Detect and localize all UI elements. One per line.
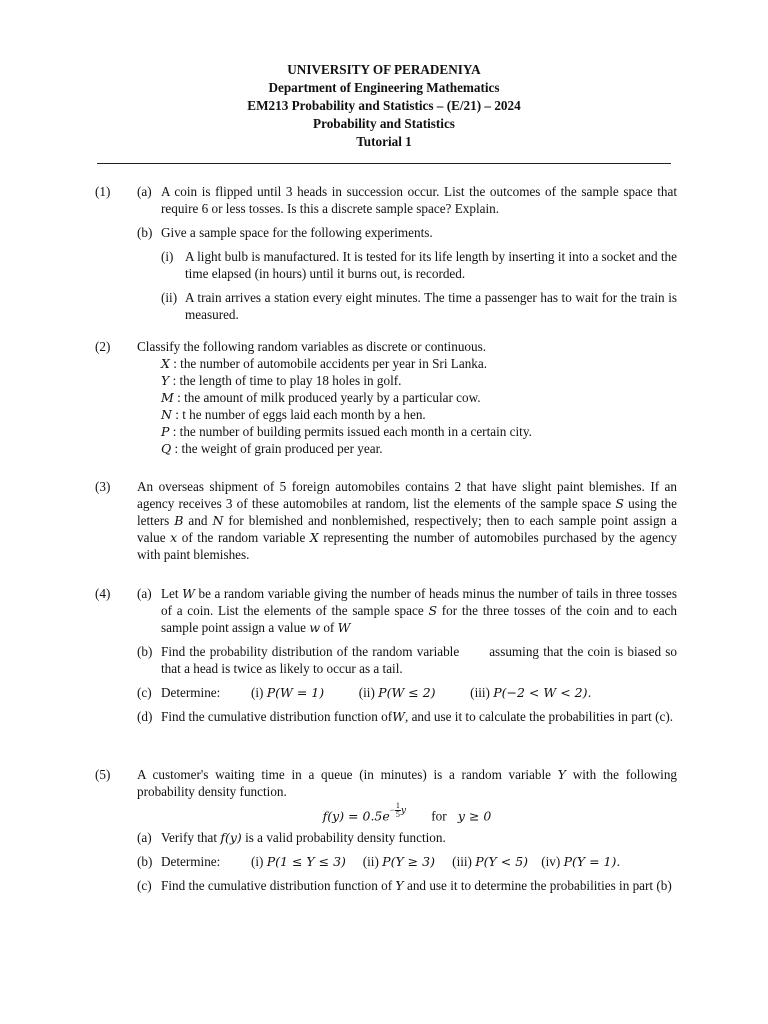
subpart-label: (ii) bbox=[362, 853, 379, 869]
part-text: Find the cumulative distribution function of bbox=[161, 877, 396, 893]
part-lead: Determine: bbox=[161, 853, 221, 869]
part-c bbox=[137, 684, 677, 701]
part-c bbox=[137, 877, 677, 894]
fraction-numerator: 1 bbox=[395, 801, 400, 810]
subpart-label: (iv) bbox=[541, 853, 561, 869]
equation-lhs: f(y) = 0.5e bbox=[322, 808, 390, 824]
part-text: for the three tosses of the coin and to each sample point assign a value bbox=[161, 603, 678, 635]
part-label: (b) bbox=[137, 225, 153, 240]
question-intro: Classify the following random variables as discrete or continuous. bbox=[137, 339, 487, 354]
part-text: Find the probability distribution of the random variable bbox=[161, 644, 460, 659]
variable-symbol: W bbox=[392, 709, 405, 724]
part-a bbox=[137, 585, 677, 636]
variable-symbol: S bbox=[615, 496, 624, 511]
subpart-label: (i) bbox=[161, 249, 174, 264]
variable-symbol: Q bbox=[161, 441, 172, 456]
part-text: Give a sample space for the following experiments. bbox=[161, 225, 433, 240]
part-text: of bbox=[320, 620, 338, 635]
variable-symbol: X bbox=[161, 356, 170, 371]
part-text: is a valid probability density function. bbox=[241, 829, 446, 845]
part-b bbox=[137, 853, 677, 870]
department-name: Department of Engineering Mathematics bbox=[268, 80, 500, 95]
course-title: EM213 Probability and Statistics – (E/21) – 2024 bbox=[247, 98, 521, 113]
function-symbol: f(y) bbox=[220, 829, 242, 845]
probability-expression: P(Y ≥ 3) bbox=[382, 853, 435, 869]
part-label: (b) bbox=[137, 853, 153, 869]
question-text: and bbox=[183, 513, 213, 528]
variable-symbol: N bbox=[212, 513, 224, 528]
probability-expression: P(−2 < W < 2). bbox=[493, 685, 592, 700]
variable-description: : the amount of milk produced yearly by a particular cow. bbox=[173, 390, 481, 405]
part-a bbox=[137, 183, 677, 217]
part-label: (b) bbox=[137, 644, 153, 659]
density-equation bbox=[137, 802, 677, 825]
subpart-i bbox=[137, 248, 677, 282]
variable-description: : the number of building permits issued each month in a certain city. bbox=[169, 424, 532, 439]
variable-description: : the weight of grain produced per year. bbox=[171, 441, 383, 456]
equation-for: for bbox=[431, 808, 447, 824]
probability-expression: P(Y < 5) bbox=[475, 853, 529, 869]
subpart-text: A light bulb is manufactured. It is tested for its life length by inserting it into a socket and the time elapsed (in hours) until it burns out, is recorded. bbox=[185, 249, 677, 281]
part-text: , and use it to calculate the probabilities in part (c). bbox=[404, 709, 674, 724]
variable-symbol: Y bbox=[161, 373, 170, 388]
list-item bbox=[161, 389, 677, 406]
variable-description: : the number of automobile accidents per year in Sri Lanka. bbox=[169, 356, 488, 371]
part-b bbox=[137, 224, 677, 241]
variable-description: : t he number of eggs laid each month by a hen. bbox=[171, 407, 426, 422]
part-text: A coin is flipped until 3 heads in succession occur. List the outcomes of the sample space that require 6 or less tosses. Is this a discrete sample space? Explain. bbox=[161, 184, 677, 216]
question-number: (4) bbox=[95, 586, 111, 601]
tutorial-title: Tutorial 1 bbox=[356, 134, 412, 149]
part-label: (a) bbox=[137, 184, 152, 199]
list-item bbox=[161, 423, 677, 440]
list-item bbox=[161, 355, 677, 372]
question-number: (2) bbox=[95, 339, 111, 354]
subpart-label: (iii) bbox=[452, 853, 472, 869]
part-a bbox=[137, 829, 677, 846]
variable-symbol: Y bbox=[395, 877, 404, 893]
variable-symbol: N bbox=[161, 407, 172, 422]
question-body bbox=[137, 585, 677, 725]
subpart-label: (ii) bbox=[161, 290, 178, 305]
variable-symbol: x bbox=[170, 530, 178, 545]
part-label: (d) bbox=[137, 709, 153, 724]
document-header bbox=[0, 61, 768, 151]
probability-expression: P(W = 1) bbox=[266, 685, 325, 700]
question-text: representing the number of automobiles purchased by the agency with paint blemishes. bbox=[137, 530, 677, 562]
equation-exponent bbox=[389, 801, 406, 819]
question-text: of the random variable bbox=[177, 530, 310, 545]
list-item bbox=[161, 440, 677, 457]
subpart-label: (ii) bbox=[358, 685, 375, 700]
part-text: and use it to determine the probabilities in part (b) bbox=[403, 877, 672, 893]
question-text: with the following probability density function. bbox=[137, 767, 678, 799]
question-text: for blemished and nonblemished, respectively; then to each sample point assign a value bbox=[137, 513, 677, 545]
question-number: (3) bbox=[95, 479, 111, 494]
header-divider bbox=[97, 163, 671, 164]
subpart-label: (iii) bbox=[470, 685, 490, 700]
list-item bbox=[161, 372, 677, 389]
part-label: (a) bbox=[137, 829, 152, 845]
variable-symbol: X bbox=[309, 530, 319, 545]
variable-description: : the length of time to play 18 holes in golf. bbox=[169, 373, 402, 388]
part-text: Find the cumulative distribution function of bbox=[161, 709, 393, 724]
question-number: (5) bbox=[95, 767, 111, 782]
subpart-text: A train arrives a station every eight minutes. The time a passenger has to wait for the train is measured. bbox=[185, 290, 677, 322]
part-label: (c) bbox=[137, 685, 152, 700]
part-text: be a random variable giving the number of heads minus the number of tails in three tosses of a coin. List the elements of the sample space bbox=[161, 586, 677, 618]
question-text-block bbox=[137, 766, 677, 800]
question-body bbox=[137, 478, 677, 563]
variable-symbol: M bbox=[161, 390, 174, 405]
variable-symbol: P bbox=[161, 424, 170, 439]
question-text: using the letters bbox=[137, 496, 677, 528]
question-number: (1) bbox=[95, 184, 111, 199]
fraction-denominator: 5 bbox=[395, 810, 400, 819]
subject-title: Probability and Statistics bbox=[313, 116, 455, 131]
university-name: UNIVERSITY OF PERADENIYA bbox=[287, 62, 481, 77]
question-body bbox=[137, 766, 677, 894]
variable-symbol: W bbox=[337, 620, 351, 635]
question-body bbox=[137, 338, 677, 457]
question-body bbox=[137, 183, 677, 323]
probability-expression: P(Y = 1). bbox=[563, 853, 621, 869]
variable-symbol: w bbox=[309, 620, 321, 635]
part-text: assuming that the coin is biased so that a head is twice as likely to occur as a tail. bbox=[161, 644, 678, 676]
variable-symbol: W bbox=[182, 586, 195, 601]
exponent-variable: y bbox=[400, 805, 406, 816]
variable-list bbox=[137, 355, 677, 457]
part-text: Let bbox=[161, 586, 183, 601]
variable-symbol: S bbox=[428, 603, 438, 618]
variable-symbol: B bbox=[174, 513, 184, 528]
probability-expression: P(1 ≤ Y ≤ 3) bbox=[266, 853, 346, 869]
exponent-sign: − bbox=[389, 804, 395, 815]
equation-condition: y ≥ 0 bbox=[457, 808, 492, 824]
question-text: An overseas shipment of 5 foreign automobiles contains 2 that have slight paint blemishes. If an agency receives 3 of these automobiles at random, list the elements of the sample space bbox=[137, 479, 677, 511]
question-text: A customer's waiting time in a queue (in minutes) is a random variable bbox=[137, 767, 558, 782]
subpart-ii bbox=[137, 289, 677, 323]
part-d bbox=[137, 708, 677, 725]
part-text: Verify that bbox=[161, 829, 221, 845]
variable-symbol: Y bbox=[557, 767, 567, 782]
part-label: (a) bbox=[137, 586, 152, 601]
part-label: (c) bbox=[137, 877, 152, 893]
probability-expression: P(W ≤ 2) bbox=[378, 685, 436, 700]
part-b bbox=[137, 643, 677, 677]
subpart-label: (i) bbox=[251, 685, 264, 700]
subpart-label: (i) bbox=[251, 853, 264, 869]
list-item bbox=[161, 406, 677, 423]
part-lead: Determine: bbox=[161, 685, 221, 700]
